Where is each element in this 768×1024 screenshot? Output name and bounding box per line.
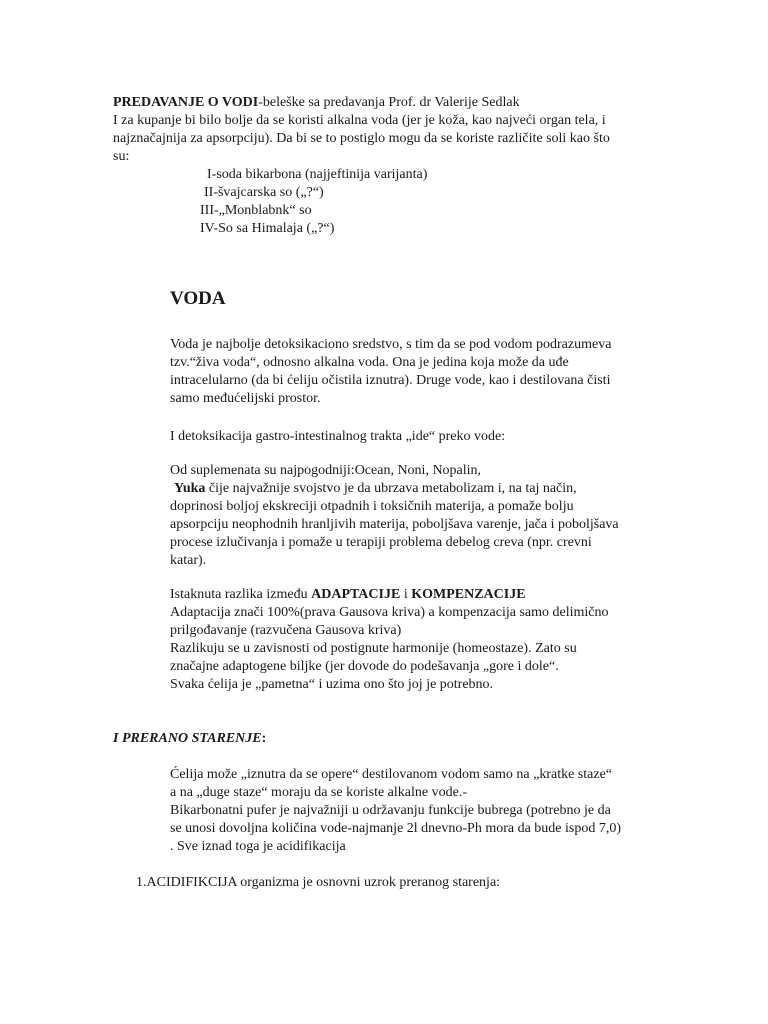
voda-paragraph-line: samo međućelijski prostor. <box>170 391 321 406</box>
starenje-title: I PRERANO STARENJE <box>113 731 262 746</box>
voda-paragraph-line: Voda je najbolje detoksikaciono sredstvo, s tim da se pod vodom podrazumeva <box>170 337 612 352</box>
supplements-line: apsorpciju neophodnih hranljivih materija, poboljšava varenje, jača i poboljšava <box>170 517 619 532</box>
voda-paragraph-line: tzv.“živa voda“, odnosno alkalna voda. Ona je jedina koja može da uđe <box>170 355 569 370</box>
salt-list-item: IV-So sa Himalaja („?“) <box>200 221 335 236</box>
adaptation-and: i <box>400 587 412 602</box>
intro-line: su: <box>113 149 130 164</box>
supplements-line: katar). <box>170 553 207 568</box>
section-heading-starenje <box>113 730 266 748</box>
supplements-line: procese izlučivanja i pomaže u terapiji problema debelog creva (npr. crevni <box>170 535 592 550</box>
intro-line: I za kupanje bi bilo bolje da se koristi alkalna voda (jer je koža, kao najveći organ tela, i <box>113 113 606 128</box>
starenje-line: . Sve iznad toga je acidifikacija <box>170 839 346 854</box>
intro-line: najznačajnija za apsorpciju). Da bi se to postiglo mogu da se koriste različite soli kao što <box>113 131 610 146</box>
starenje-line: se unosi dovoljna količina vode-najmanje 2l dnevno-Ph mora da bude ispod 7,0) <box>170 821 622 836</box>
salt-list-item: I-soda bikarbona (najjeftinija varijanta) <box>207 167 428 182</box>
adaptation-line: prilgođavanje (razvučena Gausova kriva) <box>170 623 402 638</box>
section-heading-voda: VODA <box>170 288 226 309</box>
adaptation-line: Adaptacija znači 100%(prava Gausova kriva) a kompenzacija samo delimično <box>170 605 609 620</box>
adaptation-pre: Istaknuta razlika između <box>170 587 312 602</box>
starenje-line: Bikarbonatni pufer je najvažniji u održavanju funkcije bubrega (potrebno je da <box>170 803 611 818</box>
yuka-line <box>174 480 577 498</box>
intro-title: PREDAVANJE O VODI <box>113 95 259 110</box>
adaptation-term: ADAPTACIJE <box>311 587 401 602</box>
adaptation-heading-line <box>170 586 526 604</box>
voda-detox-line: I detoksikacija gastro-intestinalnog trakta „ide“ preko vode: <box>170 429 506 444</box>
starenje-line: Ćelija može „iznutra da se opere“ destilovanom vodom samo na „kratke staze“ <box>170 767 612 782</box>
compensation-term: KOMPENZACIJE <box>411 587 526 602</box>
starenje-line: a na „duge staze“ moraju da se koriste alkalne vode.- <box>170 785 467 800</box>
intro-subtitle: -beleške sa predavanja Prof. dr Valerije Sedlak <box>258 95 520 110</box>
salt-list-item: III-„Monblabnk“ so <box>200 203 312 218</box>
yuka-name: Yuka <box>174 481 206 496</box>
adaptation-line: Razlikuju se u zavisnosti od postignute harmonije (homeostaze). Zato su <box>170 641 577 656</box>
starenje-colon: : <box>261 731 267 746</box>
supplements-line: doprinosi boljoj ekskreciji otpadnih i toksičnih materija, a pomaže bolju <box>170 499 574 514</box>
adaptation-line: Svaka ćelija je „pametna“ i uzima ono što joj je potrebno. <box>170 677 494 692</box>
intro-title-line <box>113 94 520 112</box>
adaptation-line: značajne adaptogene biljke (jer dovode do podešavanja „gore i dole“. <box>170 659 559 674</box>
supplements-line: Od suplemenata su najpogodniji:Ocean, Noni, Nopalin, <box>170 463 482 478</box>
salt-list-item: II-švajcarska so („?“) <box>204 185 324 200</box>
voda-paragraph-line: intracelularno (da bi ćeliju očistila iznutra). Druge vode, kao i destilovana čisti <box>170 373 611 388</box>
acidifikcija-item: 1.ACIDIFIKCIJA organizma je osnovni uzrok preranog starenja: <box>136 875 501 890</box>
yuka-text: čije najvažnije svojstvo je da ubrzava metabolizam i, na taj način, <box>205 481 577 496</box>
